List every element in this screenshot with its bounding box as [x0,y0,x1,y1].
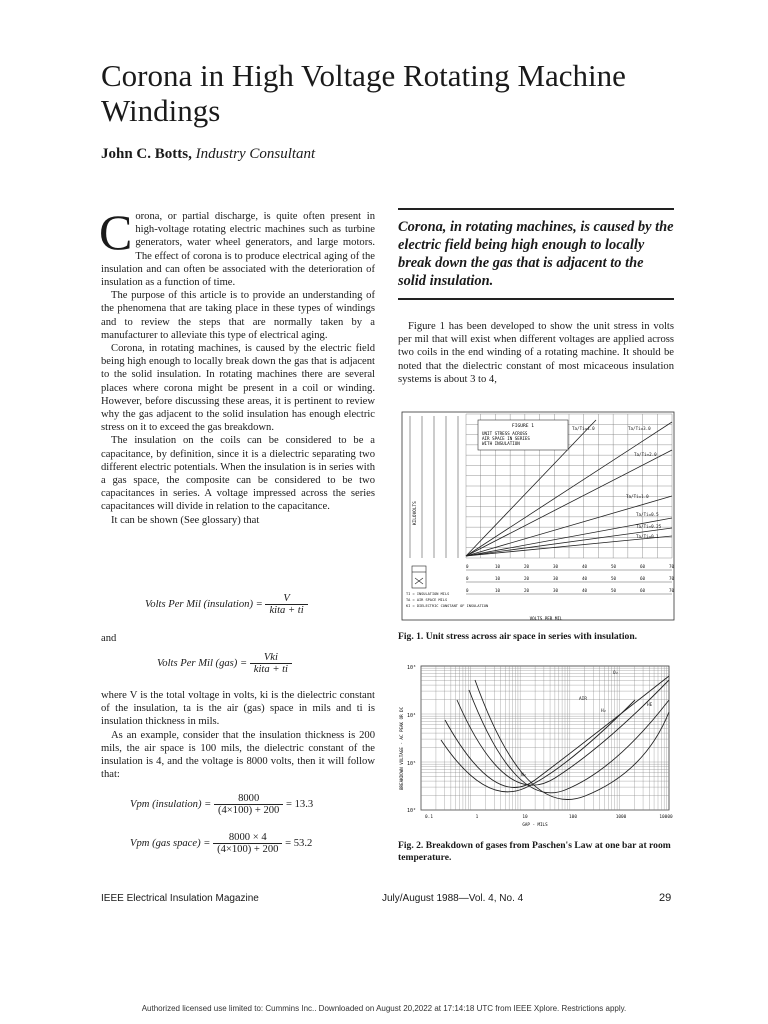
paragraph-6: where V is the total voltage in volts, ki is the dielectric constant of the insulation, ta is the air (gas) space in mils and ti is insulation thickness in mils. [101,690,375,728]
equation-1-denominator: kita + ti [265,604,307,616]
figure-2-ytick-4: 10² [407,808,417,814]
footer-journal: IEEE Electrical Insulation Magazine [101,893,259,904]
equation-2 [157,652,292,675]
figure-1-x-tick: 70 [669,564,675,569]
equation-4-numerator: 8000 × 4 [228,832,267,843]
figure-2-series-labels [521,670,653,778]
article-title: Corona in High Voltage Rotating Machine Windings [101,58,626,128]
figure-1-x-tick: 40 [582,564,588,569]
equation-2-fraction [250,652,292,675]
equation-2-numerator: Vki [263,652,278,663]
figure-1-x-tick: 10 [495,564,501,569]
figure-2-xlabel: GAP - MILS [522,822,548,827]
curve-label-05: Ta/Ti=0.5 [636,512,659,517]
figure-2-y-ticks [407,665,416,814]
figure-2-xtick-4: 100 [569,815,577,820]
figure-2-grid [421,666,669,810]
curve-label-4: Ta/Ti=4.0 [572,426,595,431]
figure-1-x-tick: 70 [669,588,675,593]
figure-1-x-tick: 20 [524,564,530,569]
figure-1-legend-2: TA = AIR SPACE MILS [406,598,448,602]
series-label-h2: H₂ [601,709,607,714]
figure-1-x-tick: 50 [611,588,617,593]
paragraph-1-text: orona, or partial discharge, is quite often present in high-voltage rotating electric machines such as turbine generators, water wheel generators, and large motors. The effect of corona is to produce electrical aging of the insulation and can often be associated with the deterioration of insulation as a function of time. [101,211,375,289]
pull-quote: Corona, in rotating machines, is caused by the electric field being high enough to locally break down the gas that is adjacent to the solid insulation. [398,208,674,300]
figure-1-caption [398,631,678,643]
figure-2-curve [475,680,669,800]
figure-1-x-tick: 60 [640,588,646,593]
figure-1-x-tick: 0 [466,564,469,569]
figure-1-box-title: FIGURE 1 [511,424,535,429]
figure-2-ytick-1: 10³ [407,665,417,671]
license-notice: Authorized licensed use limited to: Cummins Inc.. Downloaded on August 20,2022 at 17:14:18 UTC from IEEE Xplore. Restrictions apply. [141,1004,627,1013]
figure-1-x-tick: 10 [495,588,501,593]
figure-1-title-box [478,420,568,450]
equation-3 [130,793,313,816]
figure-1-x-tick: 0 [466,576,469,581]
equation-4-result: = 53.2 [285,837,313,849]
figure-1-box-line-3: WITH INSULATION [482,441,520,446]
figure-2 [385,660,680,832]
figure-2-xtick-6: 10000 [659,815,673,820]
series-label-he: HE [647,703,653,708]
left-column [99,204,375,527]
author-name: John C. Botts, [101,146,192,162]
figure-2-caption [398,840,678,864]
figure-1 [396,408,678,623]
figure-1-schematic [412,566,426,588]
equation-1-fraction [265,593,307,616]
paragraph-7: As an example, consider that the insulation thickness is 200 mils, the air space is 100 mils, the dielectric constant of the insulation is 4, and the voltage is 8000 volts, then it will follow that: [101,729,375,781]
page-number: 29 [659,892,672,904]
figure-1-x-tick: 70 [669,576,675,581]
figure-2-xtick-5: 1000 [615,815,627,820]
figure-2-ylabel: BREAKDOWN VOLTAGE - AC PEAK OR DC [399,706,404,790]
figure-1-caption-label: Fig. 1. [398,631,424,642]
paragraph-2: The purpose of this article is to provide an understanding of the phenomena that are taking place in these types of windings and to review the steps that are normally taken by a manufacturer to alleviate this type of electrical aging. [101,290,375,341]
figure-1-x-tick: 40 [582,576,588,581]
equation-1-lhs: Volts Per Mil (insulation) = [145,598,263,610]
left-column-lower [101,689,375,781]
figure-1-legend-3: KI = DIELECTRIC CONSTANT OF INSULATION [406,604,489,608]
figure-1-ylabel: KILOVOLTS [413,501,418,525]
figure-1-legend-1: TI = INSULATION MILS [406,592,450,596]
paragraph-4: The insulation on the coils can be considered to be a capacitance, by definition, since it is a dielectric separating two different electric potentials. When the insulation is in series with a gas space, the composite can be considered to be two capacitances in series. A voltage impressed across the series capacitances will divide in relation to the capacitance. [101,435,375,513]
equation-1-numerator: V [283,593,290,604]
figure-1-x-tick: 60 [640,576,646,581]
curve-label-01: Ta/Ti=0.1 [636,534,659,539]
paragraph-5: It can be shown (See glossary) that [111,514,260,526]
figure-2-ytick-2: 10⁴ [407,713,417,719]
figure-1-x-scales [466,564,675,594]
figure-1-legend [406,592,488,608]
curve-label-025: Ta/Ti=0.25 [636,524,662,529]
figure-1-kv-scales [410,416,458,558]
figure-2-curve [469,690,669,793]
equation-3-numerator: 8000 [238,793,260,804]
paragraph-3: Corona, in rotating machines, is caused by the electric field being high enough to locally break down the gas that is adjacent to the solid insulation. In rotating machines there are several places where corona might be present in a coil or winding. However, before discussing these areas, it is pertinent to review why the gas adjacent to the solid insulation has enough electric stress on it to exceed the gas breakdown. [101,343,375,434]
equation-3-result: = 13.3 [286,798,314,810]
equation-4-lhs: Vpm (gas space) = [130,837,211,849]
figure-1-xlabel: VOLTS PER MIL [529,616,563,621]
figure-1-x-tick: 50 [611,564,617,569]
author-line [101,146,315,163]
series-label-air: AIR [579,697,587,702]
author-affiliation: Industry Consultant [195,146,316,162]
figure-1-x-tick: 30 [553,576,559,581]
equation-2-lhs: Volts Per Mil (gas) = [157,657,248,669]
figure-1-caption-text: Unit stress across air space in series with insulation. [425,631,638,642]
figure-2-xtick-1: 0.1 [425,815,433,820]
figure-1-x-tick: 60 [640,564,646,569]
right-paragraph-1: Figure 1 has been developed to show the unit stress in volts per mil that will exist when different voltages are applied across two coils in the end winding of a rotating machine. It should be noted that the dielectric constant of most micaceous insulation systems is about 3 to 4, [398,321,674,385]
figure-2-frame [421,666,669,810]
figure-2-x-ticks [425,814,673,820]
figure-1-x-tick: 0 [466,588,469,593]
equation-4 [130,832,312,855]
equation-3-fraction [214,793,283,816]
figure-1-x-tick: 10 [495,576,501,581]
figure-2-xtick-3: 10 [522,815,528,820]
figure-1-box-line-1: UNIT STRESS ACROSS [482,431,528,436]
curve-label-1: Ta/Ti=1.0 [626,494,649,499]
equation-3-lhs: Vpm (insulation) = [130,798,212,810]
figure-2-curve [445,676,669,788]
equation-2-denominator: kita + ti [250,663,292,675]
figure-2-ytick-3: 10⁵ [407,761,417,767]
figure-1-x-tick: 20 [524,588,530,593]
figure-2-xtick-2: 1 [475,815,479,820]
figure-1-box-line-2: AIR SPACE IN SERIES [482,436,530,441]
series-label-n2: N₂ [521,773,527,778]
figure-2-caption-label: Fig. 2. [398,840,424,851]
equation-4-denominator: (4×100) + 200 [213,843,282,855]
series-label-o2: O₂ [613,671,619,676]
figure-1-x-tick: 50 [611,576,617,581]
figure-1-x-tick: 30 [553,564,559,569]
right-column [398,320,674,386]
curve-label-3: Ta/Ti=3.0 [628,426,651,431]
figure-1-x-tick: 30 [553,588,559,593]
equation-4-fraction [213,832,282,855]
equation-3-denominator: (4×100) + 200 [214,804,283,816]
text-and: and [101,633,117,644]
figure-1-x-tick: 20 [524,576,530,581]
paragraph-1 [99,204,375,289]
drop-cap: C [99,204,133,260]
curve-label-2: Ta/Ti=2.0 [634,452,657,457]
footer-issue: July/August 1988—Vol. 4, No. 4 [382,893,524,904]
figure-2-caption-text: Breakdown of gases from Paschen's Law at one bar at room temperature. [398,840,671,863]
equation-1 [145,593,308,616]
figure-1-x-tick: 40 [582,588,588,593]
